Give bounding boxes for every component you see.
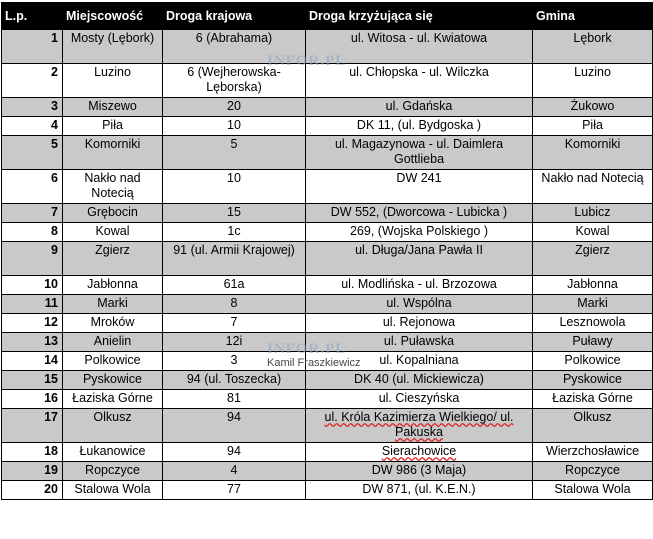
row-lp: 19 bbox=[2, 462, 63, 481]
row-commune: Polkowice bbox=[533, 352, 653, 371]
row-commune: Olkusz bbox=[533, 409, 653, 443]
row-place: Grębocin bbox=[63, 204, 163, 223]
table-row bbox=[2, 30, 653, 64]
intersections-table bbox=[1, 2, 653, 500]
row-national-road: 77 bbox=[163, 481, 306, 500]
row-place: Miszewo bbox=[63, 98, 163, 117]
row-national-road: 94 bbox=[163, 409, 306, 443]
row-place: Nakło nad Notecią bbox=[63, 170, 163, 204]
row-lp: 7 bbox=[2, 204, 63, 223]
row-crossing-road: ul. Króla Kazimierza Wielkiego/ ul. Pakuska bbox=[306, 409, 533, 443]
row-lp: 16 bbox=[2, 390, 63, 409]
row-lp: 10 bbox=[2, 276, 63, 295]
row-place: Ropczyce bbox=[63, 462, 163, 481]
row-commune: Komorniki bbox=[533, 136, 653, 170]
row-national-road: 5 bbox=[163, 136, 306, 170]
row-place: Polkowice bbox=[63, 352, 163, 371]
row-lp: 12 bbox=[2, 314, 63, 333]
table-row bbox=[2, 223, 653, 242]
row-commune: Piła bbox=[533, 117, 653, 136]
row-national-road: 81 bbox=[163, 390, 306, 409]
row-crossing-road: DK 40 (ul. Mickiewicza) bbox=[306, 371, 533, 390]
row-national-road: 91 (ul. Armii Krajowej) bbox=[163, 242, 306, 276]
row-national-road: 10 bbox=[163, 117, 306, 136]
row-commune: Wierzchosławice bbox=[533, 443, 653, 462]
table-row bbox=[2, 333, 653, 352]
table-row bbox=[2, 242, 653, 276]
table-row bbox=[2, 98, 653, 117]
row-national-road: 8 bbox=[163, 295, 306, 314]
table-row bbox=[2, 352, 653, 371]
row-national-road: 20 bbox=[163, 98, 306, 117]
row-crossing-road: ul. Chłopska - ul. Wilczka bbox=[306, 64, 533, 98]
row-place: Mroków bbox=[63, 314, 163, 333]
row-place: Łukanowice bbox=[63, 443, 163, 462]
row-national-road: 7 bbox=[163, 314, 306, 333]
watermark-brand-2: INFOR.PL bbox=[267, 341, 347, 357]
row-lp: 17 bbox=[2, 409, 63, 443]
row-lp: 13 bbox=[2, 333, 63, 352]
row-commune: Luzino bbox=[533, 64, 653, 98]
row-place: Jabłonna bbox=[63, 276, 163, 295]
row-lp: 9 bbox=[2, 242, 63, 276]
row-crossing-road: ul. Wspólna bbox=[306, 295, 533, 314]
header-national-road: Droga krajowa bbox=[163, 3, 306, 30]
header-commune: Gmina bbox=[533, 3, 653, 30]
row-place: Łaziska Górne bbox=[63, 390, 163, 409]
row-crossing-road: ul. Gdańska bbox=[306, 98, 533, 117]
row-crossing-road: ul. Rejonowa bbox=[306, 314, 533, 333]
row-national-road: 15 bbox=[163, 204, 306, 223]
row-lp: 6 bbox=[2, 170, 63, 204]
table-row bbox=[2, 481, 653, 500]
row-crossing-road: 269, (Wojska Polskiego ) bbox=[306, 223, 533, 242]
row-crossing-road: DW 986 (3 Maja) bbox=[306, 462, 533, 481]
row-crossing-road: DK 11, (ul. Bydgoska ) bbox=[306, 117, 533, 136]
row-place: Komorniki bbox=[63, 136, 163, 170]
table-row bbox=[2, 371, 653, 390]
row-place: Kowal bbox=[63, 223, 163, 242]
row-crossing-road: ul. Puławska bbox=[306, 333, 533, 352]
row-national-road: 6 (Wejherowska-Lęborska) bbox=[163, 64, 306, 98]
row-lp: 5 bbox=[2, 136, 63, 170]
row-national-road: 10 bbox=[163, 170, 306, 204]
table-row bbox=[2, 443, 653, 462]
row-commune: Puławy bbox=[533, 333, 653, 352]
row-commune: Zgierz bbox=[533, 242, 653, 276]
row-place: Pyskowice bbox=[63, 371, 163, 390]
row-national-road: 94 (ul. Toszecka) bbox=[163, 371, 306, 390]
row-lp: 14 bbox=[2, 352, 63, 371]
row-lp: 2 bbox=[2, 64, 63, 98]
row-place: Piła bbox=[63, 117, 163, 136]
row-commune: Marki bbox=[533, 295, 653, 314]
row-lp: 3 bbox=[2, 98, 63, 117]
row-national-road: 3 bbox=[163, 352, 306, 371]
row-commune: Żukowo bbox=[533, 98, 653, 117]
row-commune: Pyskowice bbox=[533, 371, 653, 390]
table-row bbox=[2, 462, 653, 481]
row-crossing-road: DW 241 bbox=[306, 170, 533, 204]
row-commune: Ropczyce bbox=[533, 462, 653, 481]
table-row bbox=[2, 117, 653, 136]
header-lp: L.p. bbox=[2, 3, 63, 30]
row-crossing-road: ul. Magazynowa - ul. Daimlera Gottlieba bbox=[306, 136, 533, 170]
watermark-brand: INFOR.PL bbox=[267, 53, 347, 69]
row-national-road: 12i bbox=[163, 333, 306, 352]
table-body bbox=[2, 30, 653, 500]
table-row bbox=[2, 295, 653, 314]
row-crossing-road: ul. Witosa - ul. Kwiatowa bbox=[306, 30, 533, 64]
row-crossing-road: DW 552, (Dworcowa - Lubicka ) bbox=[306, 204, 533, 223]
row-crossing-road: ul. Długa/Jana Pawła II bbox=[306, 242, 533, 276]
row-place: Mosty (Lębork) bbox=[63, 30, 163, 64]
row-lp: 11 bbox=[2, 295, 63, 314]
row-place: Anielin bbox=[63, 333, 163, 352]
row-place: Zgierz bbox=[63, 242, 163, 276]
row-lp: 18 bbox=[2, 443, 63, 462]
row-lp: 1 bbox=[2, 30, 63, 64]
table-header-row bbox=[2, 3, 653, 30]
table-row bbox=[2, 64, 653, 98]
row-place: Olkusz bbox=[63, 409, 163, 443]
row-commune: Nakło nad Notecią bbox=[533, 170, 653, 204]
row-crossing-road: DW 871, (ul. K.E.N.) bbox=[306, 481, 533, 500]
row-commune: Lubicz bbox=[533, 204, 653, 223]
row-national-road: 1c bbox=[163, 223, 306, 242]
row-place: Marki bbox=[63, 295, 163, 314]
header-crossing-road: Droga krzyżująca się bbox=[306, 3, 533, 30]
row-crossing-road: ul. Modlińska - ul. Brzozowa bbox=[306, 276, 533, 295]
row-lp: 8 bbox=[2, 223, 63, 242]
row-commune: Stalowa Wola bbox=[533, 481, 653, 500]
row-lp: 20 bbox=[2, 481, 63, 500]
row-lp: 4 bbox=[2, 117, 63, 136]
row-commune: Lesznowola bbox=[533, 314, 653, 333]
table-row bbox=[2, 170, 653, 204]
table-row bbox=[2, 314, 653, 333]
table-row bbox=[2, 136, 653, 170]
row-commune: Łaziska Górne bbox=[533, 390, 653, 409]
row-national-road: 4 bbox=[163, 462, 306, 481]
watermark-author: Kamil Fraszkiewicz bbox=[267, 357, 361, 369]
row-national-road: 94 bbox=[163, 443, 306, 462]
table-row bbox=[2, 409, 653, 443]
row-place: Luzino bbox=[63, 64, 163, 98]
table-row bbox=[2, 204, 653, 223]
row-crossing-road: Sierachowice bbox=[306, 443, 533, 462]
table-row bbox=[2, 390, 653, 409]
row-commune: Kowal bbox=[533, 223, 653, 242]
row-crossing-road: ul. Kopalniana bbox=[306, 352, 533, 371]
row-commune: Jabłonna bbox=[533, 276, 653, 295]
row-place: Stalowa Wola bbox=[63, 481, 163, 500]
row-lp: 15 bbox=[2, 371, 63, 390]
header-place: Miejscowość bbox=[63, 3, 163, 30]
table-row bbox=[2, 276, 653, 295]
row-commune: Lębork bbox=[533, 30, 653, 64]
row-national-road: 6 (Abrahama) bbox=[163, 30, 306, 64]
row-national-road: 61a bbox=[163, 276, 306, 295]
row-crossing-road: ul. Cieszyńska bbox=[306, 390, 533, 409]
